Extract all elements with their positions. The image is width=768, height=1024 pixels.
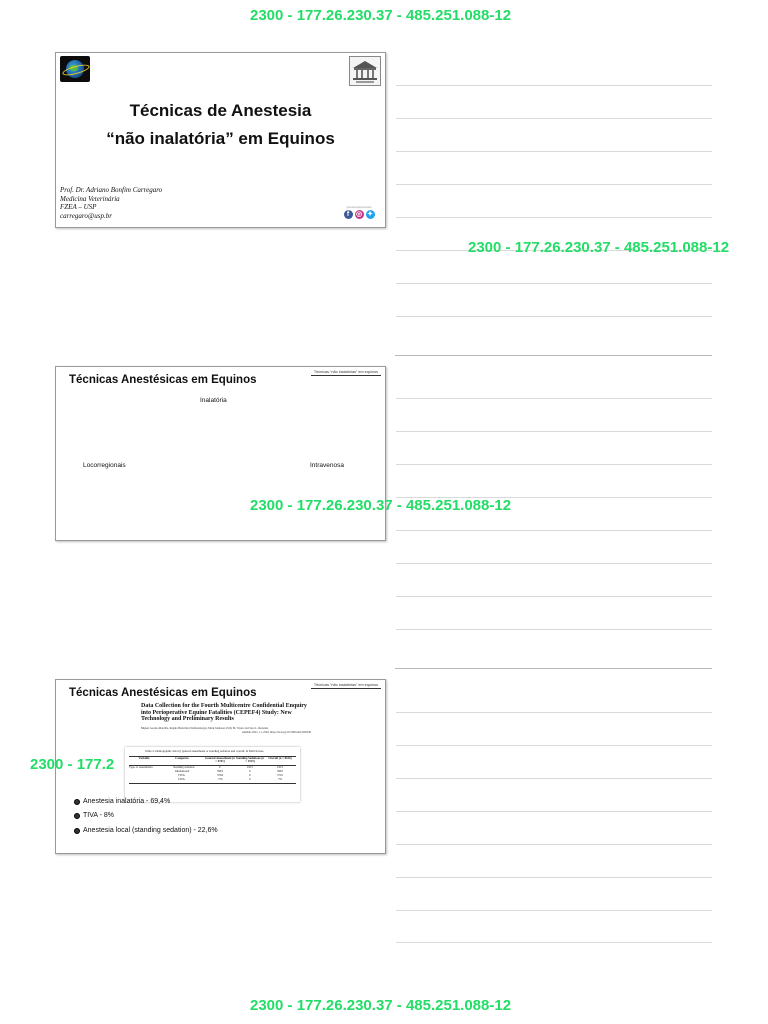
- bullet-text: Anestesia inalatória - 69,4%: [83, 798, 171, 805]
- label-locoregional: Locorregionais: [83, 462, 126, 469]
- social-block: [339, 206, 379, 219]
- data-table: [125, 747, 300, 802]
- bullet-icon: [74, 799, 80, 805]
- table-cell: 1915: [247, 765, 253, 769]
- table-cell: 0: [249, 773, 251, 777]
- watermark-fragment: 2300 - 177.2: [30, 756, 115, 773]
- title-line-1: Técnicas de Anestesia: [129, 101, 312, 120]
- table-header: General Anaesthesia (n = 6701): [205, 756, 235, 764]
- bullet-icon: [74, 813, 80, 819]
- watermark-bottom: 2300 - 177.26.230.37 - 485.251.088-12: [250, 997, 512, 1014]
- bullet-icon: [74, 828, 80, 834]
- slide-2-title: Técnicas Anestésicas em Equinos: [69, 374, 257, 386]
- table-cell: 3764: [217, 773, 223, 777]
- slide-3-title: Técnicas Anestésicas em Equinos: [69, 687, 257, 699]
- table-cell: 0: [219, 765, 221, 769]
- table-cell: 0: [249, 769, 251, 773]
- paper-snippet: [137, 702, 310, 740]
- social-caption: @anestesiaveterinaria: [346, 206, 372, 209]
- table-cell: Inhalational: [175, 769, 190, 773]
- bullet-item: [74, 798, 170, 805]
- table-cell: 5710: [277, 773, 283, 777]
- watermark-mid: 2300 - 177.26.230.37 - 485.251.088-12: [250, 497, 512, 514]
- bullet-item: [74, 812, 114, 819]
- table-caption: Table 2. Demographic data by general anaesthesia or standing sedation and overall, in 8416 horses.: [145, 749, 265, 753]
- table-cell: Standing sedation: [173, 765, 195, 769]
- watermark-top: 2300 - 177.26.230.37 - 485.251.088-12: [250, 7, 512, 24]
- author-name: Prof. Dr. Adriano Bonfim Carregaro: [60, 186, 163, 194]
- instagram-icon: ◎: [355, 211, 363, 218]
- slide-2: [55, 366, 386, 541]
- watermark-mid-right: 2300 - 177.26.230.37 - 485.251.088-12: [468, 239, 730, 256]
- author-block: [60, 186, 162, 220]
- paper-authors: [141, 727, 311, 735]
- table-cell: 751: [278, 777, 283, 781]
- bullet-item: [74, 827, 218, 834]
- table-cell: Type of anaesthesia: [129, 765, 153, 769]
- table-header: Overall (n = 8616): [268, 756, 292, 760]
- table-header: Variable: [138, 756, 150, 760]
- facebook-icon: f: [344, 210, 353, 219]
- slide-2-tag: Técnicas “não inalatórias” em equinos: [311, 370, 381, 376]
- paper-reference: Animals 2021, 11, 2549. https://doi.org/10.3390/ani11092549: [241, 731, 311, 734]
- table-cell: 5981: [217, 769, 223, 773]
- globe-logo: [60, 56, 90, 82]
- author-institution: FZEA – USP: [60, 203, 97, 211]
- author-dept: Medicina Veterinária: [60, 194, 120, 203]
- bullet-text: Anestesia local (standing sedation) - 22,6%: [83, 827, 218, 834]
- author-email: carregaro@usp.br: [60, 211, 113, 220]
- table-cell: 0: [249, 777, 251, 781]
- label-inhalational: Inalatória: [200, 397, 227, 404]
- paper-author-line: Miguel Gozalo-Marcilla, Regula Bettschart-Wolfensberger, Mark Johnston, Polly M. Taylor and Sara L. Redondo: [141, 727, 269, 730]
- paper-title: Data Collection for the Fourth Multicentre Confidential Enquiry into Perioperative Equine Fatalities (CEPEF4) Study: New Technology and Preliminary Results: [141, 703, 307, 723]
- slide-1: [55, 52, 386, 228]
- table-cell: TIVA: [178, 773, 185, 777]
- label-intravenous: Intravenosa: [310, 462, 344, 469]
- slide-1-title: [56, 97, 385, 153]
- title-line-2: “não inalatória” em Equinos: [106, 129, 335, 148]
- table-cell: 5981: [277, 769, 283, 773]
- slide-3-tag: Técnicas “não inalatórias” em equinos: [311, 683, 381, 689]
- twitter-icon: ✦: [367, 211, 373, 218]
- table-cell: 750: [218, 777, 223, 781]
- table-cell: TIVA: [178, 777, 185, 781]
- page-separator: [395, 668, 712, 669]
- building-logo: [349, 56, 381, 86]
- page-separator: [395, 355, 712, 356]
- table-header: Standing Sedations (n = 1915): [235, 756, 264, 764]
- table-cell: 1915: [277, 765, 283, 769]
- table-header: Categories: [175, 756, 189, 760]
- bullet-text: TIVA - 8%: [83, 812, 114, 819]
